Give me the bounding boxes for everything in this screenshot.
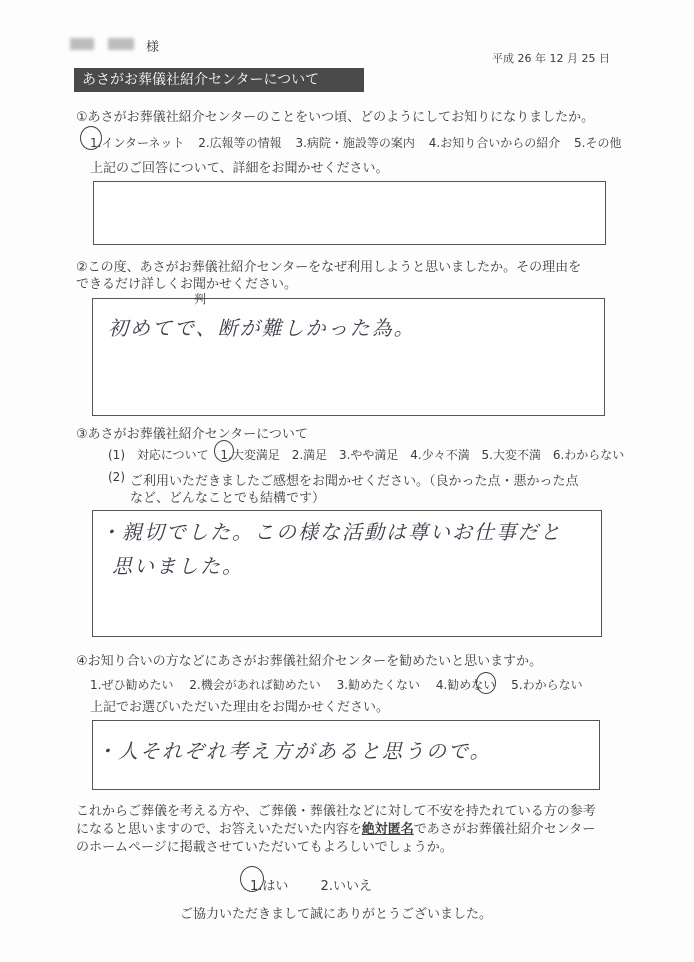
q1-detail-prompt: 上記のご回答について、詳細をお聞かせください。: [90, 161, 389, 176]
q3-answer-line2: 思いました。: [112, 554, 244, 578]
section-title: あさがお葬儀社紹介センターについて: [74, 68, 364, 92]
q3-sub1-option-3[interactable]: 3.やや満足: [338, 448, 399, 462]
consent-selection-circle: [240, 866, 264, 892]
q4-options: [90, 676, 583, 693]
q3-question: ③あさがお葬儀社紹介センターについて: [76, 427, 308, 442]
q1-answer-box[interactable]: [93, 181, 606, 245]
q4-detail-prompt: 上記でお選びいただいた理由をお聞かせください。: [90, 700, 390, 715]
consent-option-no[interactable]: 2.いいえ: [320, 879, 372, 894]
q2-correction-mark: 判: [194, 292, 207, 306]
q2-question-line2: できるだけ詳しくお聞かせください。: [76, 277, 298, 292]
q4-answer: ・人それぞれ考え方があると思うので。: [96, 739, 492, 763]
q1-selection-circle: [80, 126, 102, 150]
q3-selection-circle: [214, 440, 234, 462]
honorific: 様: [146, 40, 160, 55]
q3-answer-line1: ・親切でした。この様な活動は尊いお仕事だと: [100, 520, 562, 544]
q3-sub1-label: (1): [108, 448, 125, 462]
q3-sub1: [108, 446, 624, 463]
q4-option-5[interactable]: 5.わからない: [511, 678, 583, 692]
q4-option-4[interactable]: 4.勧めない: [435, 678, 496, 692]
anonymous-emphasis: 絶対匿名: [361, 822, 414, 837]
redacted-name-1: [70, 38, 94, 50]
redacted-name-2: [108, 38, 134, 50]
q3-sub1-option-1[interactable]: 1.大変満足: [220, 448, 280, 462]
thanks-message: ご協力いただきまして誠にありがとうございました。: [180, 907, 493, 922]
q1-option-2[interactable]: 2.広報等の情報: [198, 136, 282, 150]
consent-option-yes[interactable]: 1.はい: [250, 879, 289, 894]
q1-option-3[interactable]: 3.病院・施設等の案内: [295, 136, 415, 150]
q3-sub1-option-5[interactable]: 5.大変不満: [481, 448, 541, 462]
date: 平成 26 年 12 月 25 日: [492, 52, 610, 65]
closing-line1: これからご葬儀を考える方や、ご葬儀・葬儀社などに対して不安を持たれている方の参考: [76, 804, 596, 819]
q4-option-3[interactable]: 3.勧めたくない: [336, 678, 421, 692]
closing-line3: のホームページに掲載させていただいてもよろしいでしょうか。: [76, 840, 453, 855]
q4-selection-circle: [476, 672, 496, 694]
q3-sub1-option-6[interactable]: 6.わからない: [552, 448, 625, 462]
q1-option-4[interactable]: 4.お知り合いからの紹介: [428, 136, 561, 150]
closing-line2-pre: になると思いますので、お答えいただいた内容を: [76, 822, 362, 837]
q2-question-line1: ②この度、あさがお葬儀社紹介センターをなぜ利用しようと思いましたか。その理由を: [76, 260, 582, 275]
q3-sub1-option-4[interactable]: 4.少々不満: [410, 448, 470, 462]
q1-options: [90, 134, 622, 151]
q3-sub2-line2: など、どんなことでも結構です）: [130, 491, 326, 506]
consent-options: [250, 875, 372, 894]
q3-sub1-option-2[interactable]: 2.満足: [291, 448, 328, 462]
closing-line2: [76, 818, 595, 837]
q3-sub2-line1: ご利用いただきましたご感想をお聞かせください。（良かった点・悪かった点: [130, 474, 579, 489]
q3-sub1-text: 対応について: [136, 448, 209, 462]
q4-question: ④お知り合いの方などにあさがお葬儀社紹介センターを勧めたいと思いますか。: [76, 654, 543, 669]
q1-option-5[interactable]: 5.その他: [574, 136, 622, 150]
q1-question: ①あさがお葬儀社紹介センターのことをいつ頃、どのようにしてお知りになりましたか。: [76, 110, 595, 125]
q4-option-2[interactable]: 2.機会があれば勧めたい: [189, 678, 321, 692]
q3-sub2-label: (2): [108, 470, 125, 484]
q2-answer: 初めてで、断が難しかった為。: [108, 316, 416, 340]
q1-option-1[interactable]: 1.インターネット: [90, 136, 185, 150]
closing-line2-post: であさがお葬儀社紹介センター: [413, 822, 596, 837]
q4-option-1[interactable]: 1.ぜひ勧めたい: [90, 678, 174, 692]
